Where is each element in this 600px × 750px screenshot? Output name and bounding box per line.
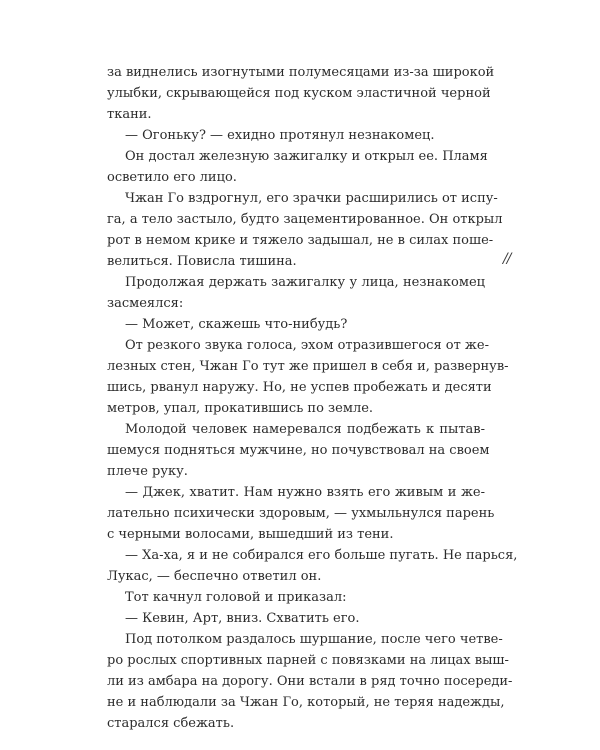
- text-line: шемуся подняться мужчине, но почувствовал на своем: [107, 443, 490, 458]
- text-line: — Ха-ха, я и не собирался его больше пугать. Не парься,: [125, 548, 518, 563]
- text-line: От резкого звука голоса, эхом отразившегося от же-: [125, 338, 489, 353]
- margin-mark: //: [503, 251, 511, 267]
- text-line: осветило его лицо.: [107, 170, 237, 185]
- text-line: ли из амбара на дорогу. Они встали в ряд точно посереди-: [107, 674, 513, 689]
- text-line: Тот качнул головой и приказал:: [125, 590, 347, 605]
- text-line: Под потолком раздалось шуршание, после чего четве-: [125, 632, 503, 647]
- text-line: га, а тело застыло, будто зацементированное. Он открыл: [107, 212, 503, 227]
- text-line: ро рослых спортивных парней с повязками на лицах выш-: [107, 653, 509, 668]
- text-line: засмеялся:: [107, 296, 184, 311]
- text-line: рот в немом крике и тяжело задышал, не в силах поше-: [107, 233, 494, 248]
- text-line: велиться. Повисла тишина.: [107, 254, 297, 269]
- text-line: — Может, скажешь что-нибудь?: [125, 317, 348, 332]
- text-line: ткани.: [107, 107, 152, 122]
- text-line: с черными волосами, вышедший из тени.: [107, 527, 394, 542]
- body-text: [107, 62, 518, 734]
- text-line: лательно психически здоровым, — ухмыльнулся парень: [107, 506, 495, 521]
- text-line: не и наблюдали за Чжан Го, который, не теряя надежды,: [107, 695, 505, 710]
- text-line: метров, упал, прокатившись по земле.: [107, 401, 374, 416]
- text-line: Молодой человек намеревался подбежать к пытав-: [125, 422, 485, 437]
- text-line: улыбки, скрывающейся под куском эластичной черной: [107, 86, 491, 101]
- text-line: — Джек, хватит. Нам нужно взять его живым и же-: [125, 485, 485, 500]
- text-line: за виднелись изогнутыми полумесяцами из-за широкой: [107, 65, 495, 80]
- text-line: Продолжая держать зажигалку у лица, незнакомец: [125, 275, 485, 290]
- text-line: шись, рванул наружу. Но, не успев пробежать и десяти: [107, 380, 492, 395]
- text-line: лезных стен, Чжан Го тут же пришел в себя и, развернув-: [107, 359, 509, 374]
- text-line: Лукас, — беспечно ответил он.: [107, 569, 322, 584]
- text-line: плече руку.: [107, 464, 188, 479]
- text-line: Он достал железную зажигалку и открыл ее. Пламя: [125, 149, 488, 164]
- text-line: — Огоньку? — ехидно протянул незнакомец.: [125, 128, 435, 143]
- text-line: Чжан Го вздрогнул, его зрачки расширились от испу-: [125, 191, 498, 206]
- text-line: — Кевин, Арт, вниз. Схватить его.: [125, 611, 360, 626]
- text-line: старался сбежать.: [107, 716, 235, 731]
